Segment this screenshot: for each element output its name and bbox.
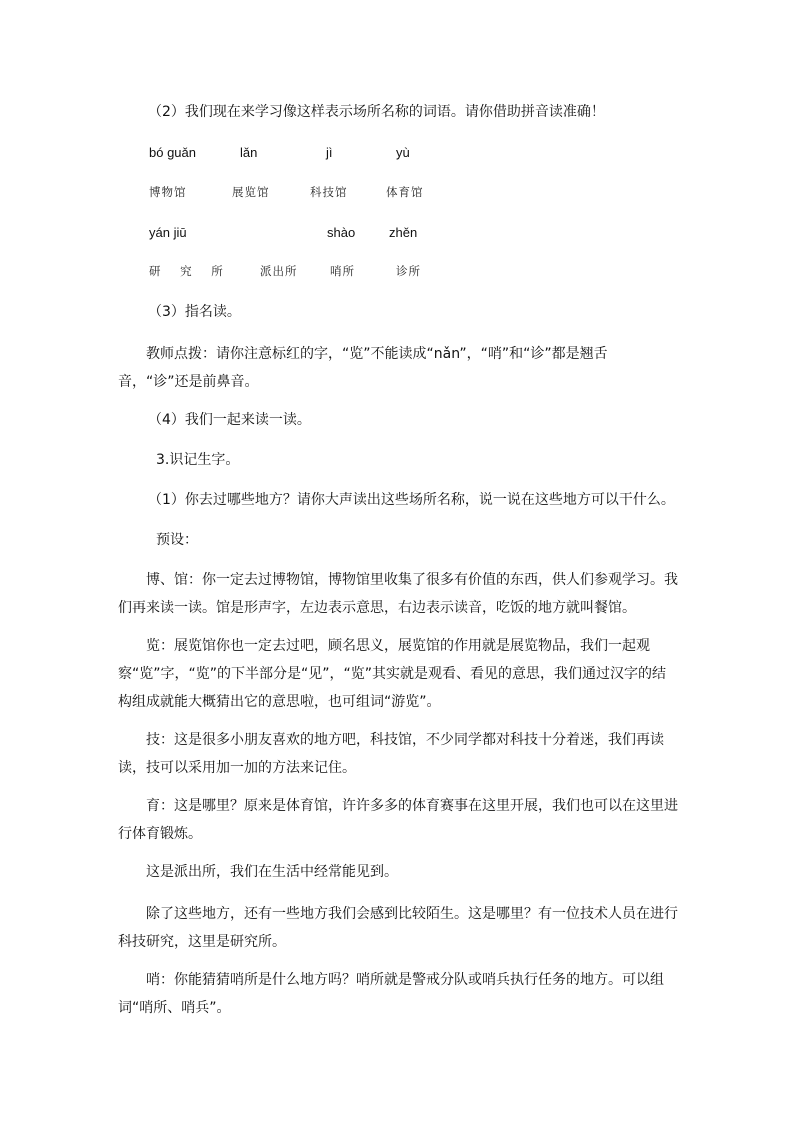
word-museum: 博物馆	[149, 185, 187, 199]
pinyin-shao: shào	[327, 225, 356, 240]
paragraph-ji	[118, 726, 678, 782]
paragraph-ji-text: 技：这是很多小朋友喜欢的地方吧，科技馆，不少同学都对科技十分着迷，我们再读读，技可以采用加一加的方法来记住。	[118, 732, 664, 776]
paragraph-yan-text: 除了这些地方，还有一些地方我们会感到比较陌生。这是哪里？有一位技术人员在进行科技研究，这里是研究所。	[118, 906, 678, 950]
section-4-heading: （4）我们一起来读一读。	[148, 412, 311, 428]
paragraph-pai-text: 这是派出所，我们在生活中经常能见到。	[146, 864, 398, 880]
teacher-tip-text: 教师点拨：请你注意标红的字，“览”不能读成“nǎn”，“哨”和“诊”都是翘舌音，“诊”还是前鼻音。	[118, 346, 608, 390]
pinyin-lan: lǎn	[240, 145, 258, 160]
pinyin-ji: jì	[326, 145, 333, 160]
word-exhibition-hall: 展览馆	[232, 185, 270, 199]
paragraph-bo-guan-text: 博、馆：你一定去过博物馆，博物馆里收集了很多有价值的东西，供人们参观学习。我们再来读一读。馆是形声字，左边表示意思，右边表示读音，吃饭的地方就叫餐馆。	[118, 572, 678, 616]
step-3-heading: 3.识记生字。	[156, 452, 240, 468]
word-research-institute: 研 究 所	[149, 264, 231, 278]
paragraph-yan	[118, 900, 678, 956]
paragraph-lan-text: 览：展览馆你也一定去过吧，顾名思义，展览馆的作用就是展览物品，我们一起观察“览”字，“览”的下半部分是“见”，“览”其实就是观看、看见的意思，我们通过汉字的结构组成就能大概猜出它的意思啦，也可组词“游览”。	[118, 638, 667, 710]
paragraph-yu	[118, 792, 678, 848]
word-science-museum: 科技馆	[310, 185, 348, 199]
paragraph-shao	[118, 966, 678, 1022]
pinyin-bo-guan: bó guǎn	[149, 145, 196, 160]
pinyin-yu: yù	[396, 145, 410, 160]
word-gymnasium: 体育馆	[386, 185, 424, 199]
teacher-tip	[118, 340, 678, 396]
pinyin-zhen: zhěn	[389, 225, 418, 240]
word-police-station: 派出所	[260, 264, 298, 278]
paragraph-shao-text: 哨：你能猜猜哨所是什么地方吗？哨所就是警戒分队或哨兵执行任务的地方。可以组词“哨所、哨兵”。	[118, 972, 664, 1016]
word-clinic: 诊所	[396, 264, 421, 278]
section-2-heading: （2）我们现在来学习像这样表示场所名称的词语。请你借助拼音读准确！	[148, 104, 605, 120]
pinyin-yan-jiu: yán jiū	[149, 225, 187, 240]
preset-label: 预设：	[156, 532, 198, 548]
paragraph-lan	[118, 632, 678, 716]
paragraph-bo-guan	[118, 566, 678, 622]
word-sentry-post: 哨所	[330, 264, 355, 278]
paragraph-pai	[118, 858, 678, 886]
question-1: （1）你去过哪些地方？请你大声读出这些场所名称，说一说在这些地方可以干什么。	[148, 492, 675, 508]
paragraph-yu-text: 育：这是哪里？原来是体育馆，许许多多的体育赛事在这里开展，我们也可以在这里进行体育锻炼。	[118, 798, 678, 842]
section-3-heading: （3）指名读。	[148, 304, 241, 320]
